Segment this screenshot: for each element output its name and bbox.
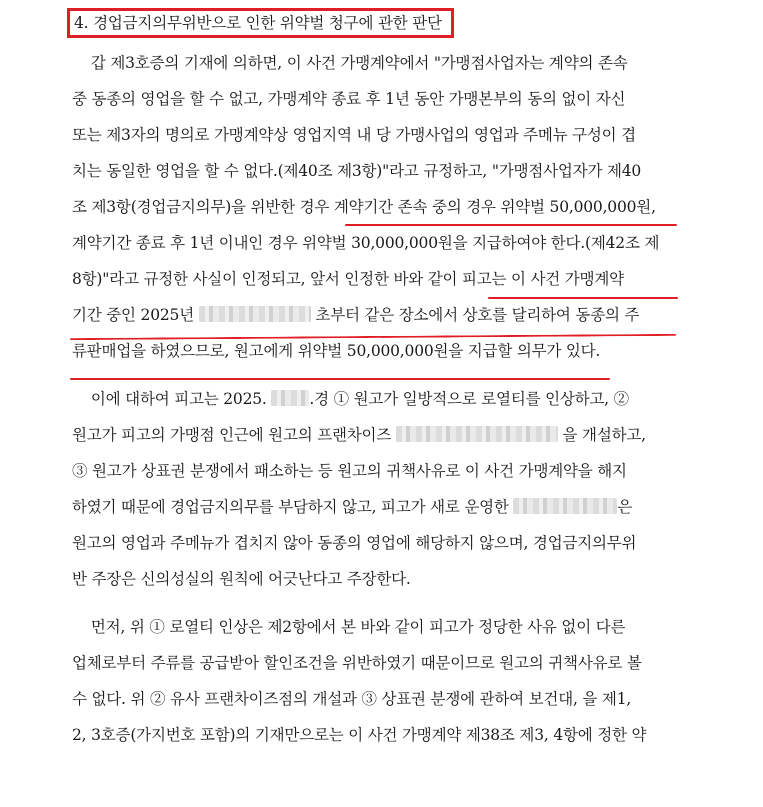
redacted-date-2 — [271, 390, 309, 406]
p2-line-6: 반 주장은 신의성실의 원칙에 어긋난다고 주장한다. — [72, 570, 411, 588]
p1-line-6: 계약기간 종료 후 1년 이내인 경우 위약벌 30,000,000원을 지급하여야 한다.(제42조 제 — [72, 234, 660, 252]
p1-line-2: 중 동종의 영업을 할 수 없고, 가맹계약 종료 후 1년 동안 가맹본부의 동의 없이 자신 — [72, 90, 626, 108]
p2-line-4 — [72, 492, 682, 522]
red-underline-penalty — [345, 224, 677, 226]
red-underline-obligation — [70, 378, 610, 380]
p1-line-7: 8항)"라고 규정한 사실이 인정되고, 앞서 인정한 바와 같이 피고는 이 사건 가맹계약 — [72, 270, 624, 288]
p2-line-1-a: 이에 대하여 피고는 2025. — [72, 390, 272, 408]
section-heading: 4. 경업금지의무위반으로 인한 위약벌 청구에 관한 판단 — [74, 14, 442, 32]
redacted-business-name — [513, 498, 617, 514]
p2-line-1 — [72, 384, 682, 414]
p1-line-5: 조 제3항(경업금지의무)을 위반한 경우 계약기간 존속 중의 경우 위약벌 50,000,000원, — [72, 198, 656, 216]
p1-line-8 — [72, 300, 682, 330]
p2-line-2-a: 원고가 피고의 가맹점 인근에 원고의 프랜차이즈 — [72, 426, 396, 444]
p1-line-3: 또는 제3자의 명의로 가맹계약상 영업지역 내 당 가맹사업의 영업과 주메뉴 구성이 겹 — [72, 126, 636, 144]
p1-line-8-a: 기간 중인 2025년 — [72, 306, 199, 324]
p2-line-4-b: 은 — [617, 498, 633, 516]
p3-line-1: 먼저, 위 ① 로열티 인상은 제2항에서 본 바와 같이 피고가 정당한 사유 없이 다른 — [72, 618, 626, 636]
p1-line-4: 치는 동일한 영업을 할 수 없다.(제40조 제3항)"라고 규정하고, "가맹점사업자가 제40 — [72, 162, 642, 180]
p2-line-2-b: 을 개설하고, — [557, 426, 646, 444]
p2-line-1-b: .경 ① 원고가 일방적으로 로열티를 인상하고, ② — [309, 390, 629, 408]
p1-line-9: 류판매업을 하였으므로, 원고에게 위약벌 50,000,000원을 지급할 의무가 있다. — [72, 342, 601, 360]
p2-line-3: ③ 원고가 상표권 분쟁에서 패소하는 등 원고의 귀책사유로 이 사건 가맹계약을 해지 — [72, 462, 627, 480]
p1-line-8-b: 초부터 같은 장소에서 상호를 달리하여 동종의 주 — [310, 306, 640, 324]
p2-line-5: 원고의 영업과 주메뉴가 겹치지 않아 동종의 영업에 해당하지 않으며, 경업금지의무위 — [72, 534, 637, 552]
p1-line-1: 갑 제3호증의 기재에 의하면, 이 사건 가맹계약에서 "가맹점사업자는 계약의 존속 — [72, 54, 628, 72]
p3-line-4: 2, 3호증(가지번호 포함)의 기재만으로는 이 사건 가맹계약 제38조 제3, 4항에 정한 약 — [72, 726, 647, 744]
p3-line-3: 수 없다. 위 ② 유사 프랜차이즈점의 개설과 ③ 상표권 분쟁에 관하여 보건대, 을 제1, — [72, 690, 632, 708]
p2-line-2 — [72, 420, 682, 450]
red-underline-defendant — [488, 297, 678, 299]
p2-line-4-a: 하였기 때문에 경업금지의무를 부담하지 않고, 피고가 새로 운영한 — [72, 498, 514, 516]
redacted-franchise-name — [396, 426, 558, 442]
redacted-date — [199, 306, 311, 322]
p3-line-2: 업체로부터 주류를 공급받아 할인조건을 위반하였기 때문이므로 원고의 귀책사유로 볼 — [72, 654, 642, 672]
